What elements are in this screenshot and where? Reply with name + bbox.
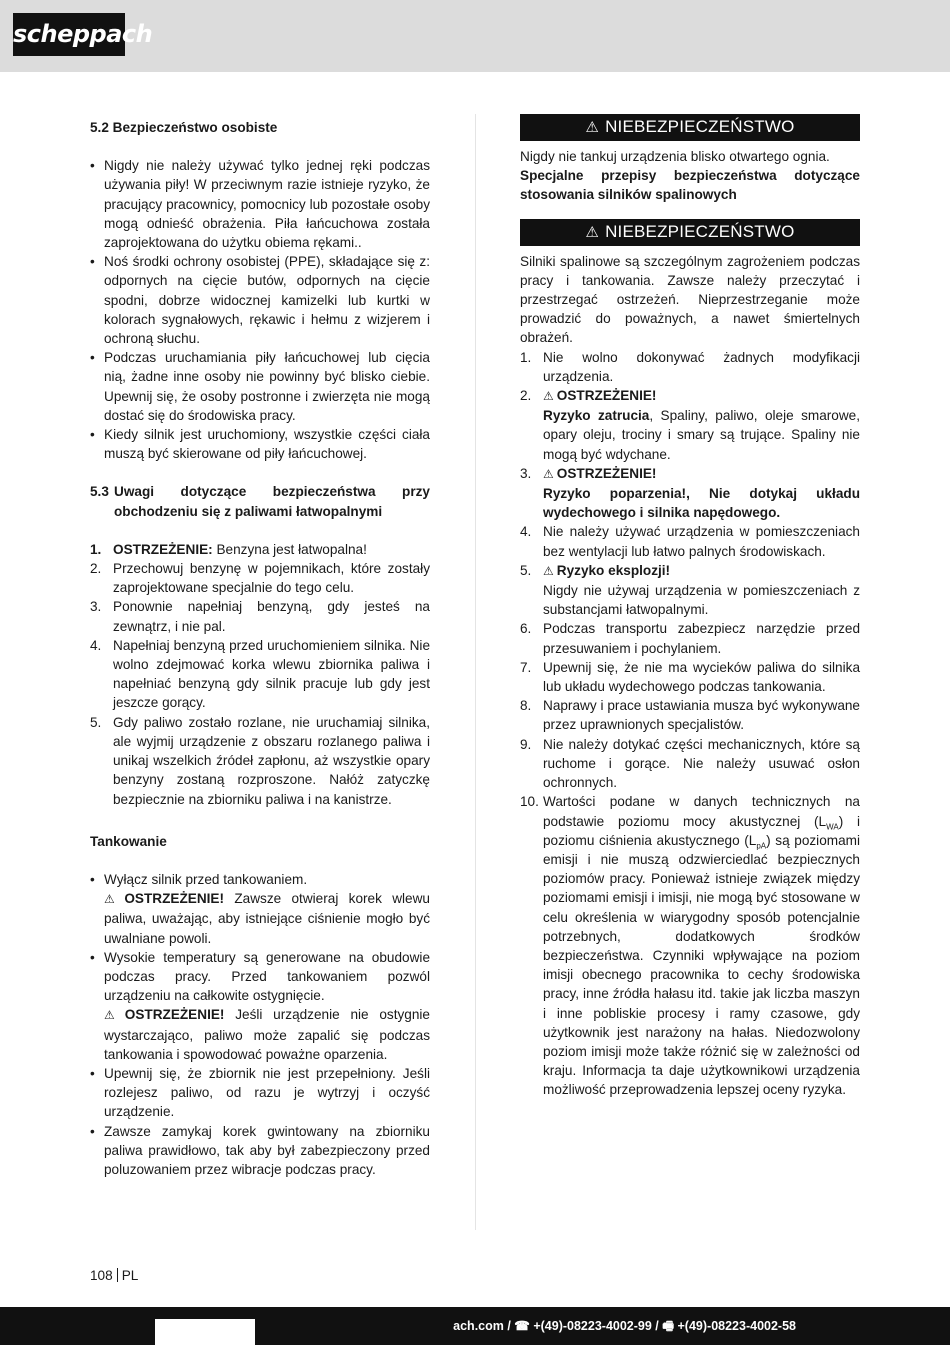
list-item: • Wysokie temperatury są generowane na obudowie podczas pracy. Przed tankowaniem pozwól urządzeniu na całkowite ostygnięcie. ⚠ OSTRZEŻENIE! Jeśli urządzenie nie ostygnie wystarczająco, paliwo może zapalić się podczas tankowania i spowodować poważne oparzenia. (90, 948, 430, 1064)
list-item: 10. Wartości podane w danych technicznych na podstawie poziomu mocy akustycznej $(L_{WA})$ i poziomu ciśnienia akustycznego $(L_{pA})$ są poziomami emisji i nie muszą odzwierciedlać bezpiecznych poziomów pracy. Ponieważ istnieje związek między poziomami emisji i imisji, nie mogą być stosowane w celu określenia w wiarygodny sposób potencjalnie potrzebnych, dodatkowych środków bezpieczeństwa. Czynniki wpływające na poziom imisji obecnego pracownika to cechy środowiska pracy, inne źródła hałasu itd. takie jak liczba maszyn i inne pobliskie procesy i ramy czasowe, gdy użytkownik jest narażony na hałas. Niedozwolony poziom imisji może także różnić się w zależności od kraju. Informacja ta daje użytkownikowi urządzenia możliwość przeprowadzenia lepszej oceny ryzyka. (520, 794, 860, 1098)
list-item: • Upewnij się, że zbiornik nie jest przepełniony. Jeśli rozlejesz paliwo, od razu je wytrzyj i oczyść urządzenie. (90, 1064, 430, 1122)
list-item: 9. Nie należy dotykać części mechanicznych, które są ruchome i gorące. Nie należy usuwać osłon ochronnych. (520, 736, 860, 791)
list-item: 3. ⚠ OSTRZEŻENIE! Ryzyko poparzenia!, Nie dotykaj układu wydechowego i silnika napędowego. (520, 465, 860, 521)
right-column (520, 114, 860, 1100)
list-item: 6. Podczas transportu zabezpiecz narzędzie przed przesuwaniem i pochylaniem. (520, 621, 860, 656)
warning-icon: ⚠ (543, 389, 554, 404)
list-item: 4. Napełniaj benzyną przed uruchomieniem silnika. Nie wolno zdejmować korka wlewu zbiornika paliwa i napełniać benzyną gdy silnik pracuje lub gdy jest jeszcze gorący. (90, 637, 430, 711)
page-number: 108 PL (90, 1268, 139, 1283)
warning-icon: ⚠ (104, 1008, 122, 1023)
footer-bar (0, 1307, 950, 1345)
list-item: • Wyłącz silnik przed tankowaniem. ⚠ OSTRZEŻENIE! Zawsze otwieraj korek wlewu paliwa, uważając, aby istniejące ciśnienie mogło być uwalniane powoli. (90, 870, 430, 948)
footer-contact: ach.com / ☎ +(49)-08223-4002-99 / 🖷 +(49)-08223-4002-58 (453, 1319, 796, 1333)
warning-icon: ⚠ (543, 563, 554, 578)
section-5-2-title: 5.2 Bezpieczeństwo osobiste (90, 120, 278, 135)
list-item: 1. Nie wolno dokonywać żadnych modyfikacji urządzenia. (520, 349, 860, 384)
list-item: 2. ⚠ OSTRZEŻENIE! Ryzyko zatrucia, Spaliny, paliwo, oleje smarowe, opary oleju, trociny i smary są trujące. Spaliny nie mogą być wdychane. (520, 388, 860, 462)
list-item: • Nigdy nie należy używać tylko jednej ręki podczas używania piły! W przeciwnym razie istnieje ryzyko, że pracujący pracownicy, pomocnicy lub pozostałe osoby mogą odnieść obrażenia. Piła łańcuchowa została zaprojektowana do użytku obiema rękami.. (90, 156, 430, 252)
list-item: 8. Naprawy i prace ustawiania musza być wykonywane przez uprawnionych specjalistów. (520, 698, 860, 733)
warning-label: OSTRZEŻENIE: (113, 541, 213, 557)
engine-safety-list (520, 348, 860, 1100)
special-rules-text: Specjalne przepisy bezpieczeństwa dotyczące stosowania silników spalinowych (520, 168, 860, 203)
section-5-3-title (90, 482, 430, 520)
section-number: 5.3 (90, 484, 109, 500)
list-item: 3. Ponownie napełniaj benzyną, gdy jesteś na zewnątrz, i nie pal. (90, 599, 430, 634)
danger-banner: ⚠ NIEBEZPIECZEŃSTWO (520, 114, 860, 141)
danger-banner: ⚠ NIEBEZPIECZEŃSTWO (520, 219, 860, 246)
list-item: • Zawsze zamykaj korek gwintowany na zbiorniku paliwa prawidłowo, tak aby był zabezpieczony przed poluzowaniem przez wibracje podczas pracy. (90, 1122, 430, 1180)
list-item: 5. Gdy paliwo zostało rozlane, nie uruchamiaj silnika, ale wyjmij urządzenie z obszaru rozlanego paliwa i unikaj wszelkich źródeł zapłonu, aż wszystkie opary benzyny zostaną rozproszone. Nałóż zatyczkę bezpiecznie na zbiorniku paliwa i na kanistrze. (90, 714, 430, 807)
fuel-safety-list (90, 540, 430, 809)
refueling-list (90, 870, 430, 1179)
brand-logo: scheppach (13, 13, 125, 56)
section-5-2-list (90, 156, 430, 463)
engine-danger-text: Silniki spalinowe są szczególnym zagrożeniem podczas pracy i tankowania. Zawsze należy przeczytać i przestrzegać ostrzeżeń. Nieprzestrzeganie może prowadzić do poważnych, a nawet śmiertelnych obrażeń. (520, 253, 860, 346)
warning-icon: ⚠ (585, 222, 600, 241)
list-item: • Podczas uruchamiania piły łańcuchowej lub cięcia nią, żadne inne osoby nie powinny być blisko ciebie. Upewnij się, że osoby postronne i zwierzęta nie mogą dostać się do środowiska pracy. (90, 348, 430, 425)
list-item: • Kiedy silnik jest uruchomiony, wszystkie części ciała muszą być skierowane od piły łańcuchowej. (90, 425, 430, 463)
header-bar (0, 0, 950, 72)
warning-icon: ⚠ (104, 892, 122, 907)
left-column (90, 114, 430, 1179)
column-divider (475, 114, 476, 1230)
section-title-text: Uwagi dotyczące bezpieczeństwa przy obchodzeniu się z paliwami łatwopalnymi (114, 484, 430, 519)
warning-icon: ⚠ (543, 466, 554, 481)
list-item: • Noś środki ochrony osobistej (PPE), składające się z: odpornych na cięcie butów, odpornych na cięcie spodni, dobrze widocznej kamizelki lub kurtki w kolorach sygnałowych, rękawic i hełmu z wizjerem i ochroną słuchu. (90, 252, 430, 348)
refueling-title: Tankowanie (90, 833, 167, 849)
footer-redaction (155, 1319, 255, 1345)
list-item: 5. ⚠ Ryzyko eksplozji! Nigdy nie używaj urządzenia w pomieszczeniach z substancjami łatwopalnymi. (520, 562, 860, 618)
warning-icon: ⚠ (585, 118, 600, 136)
list-item: 4. Nie należy używać urządzenia w pomieszczeniach bez wentylacji lub łatwo palnych środowiskach. (520, 524, 860, 559)
list-item: 7. Upewnij się, że nie ma wycieków paliwa do silnika lub układu wydechowego podczas tankowania. (520, 659, 860, 695)
list-item: 2. Przechowuj benzynę w pojemnikach, które zostały zaprojektowane specjalnie do tego celu. (90, 561, 430, 596)
list-item: 1. OSTRZEŻENIE: Benzyna jest łatwopalna! (90, 541, 367, 557)
danger-text: Nigdy nie tankuj urządzenia blisko otwartego ognia. (520, 149, 830, 164)
